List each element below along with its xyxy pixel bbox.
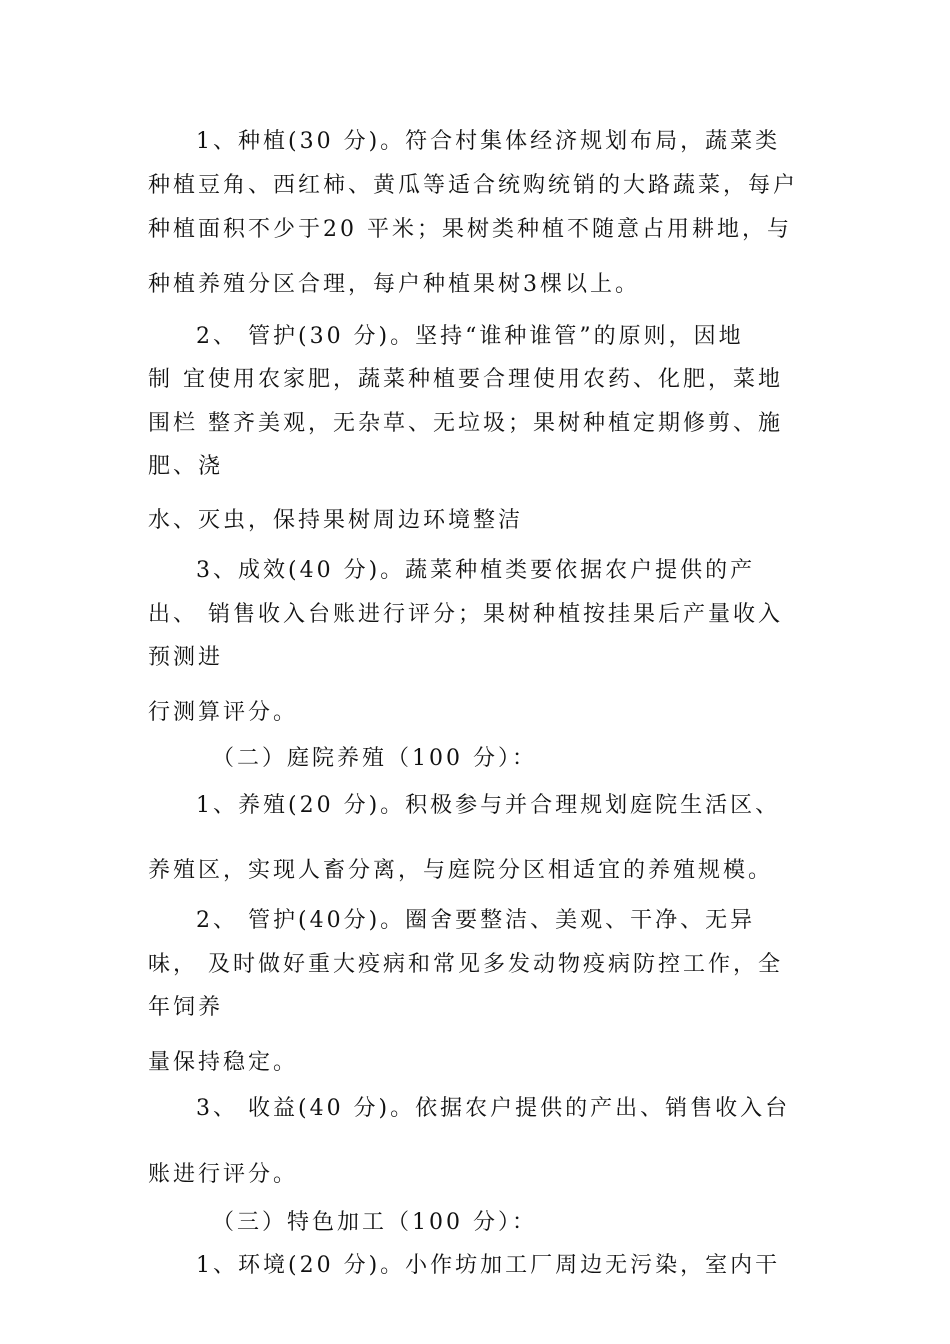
section-heading: （三）特色加工（100 分）： (212, 1210, 537, 1235)
paragraph-line: 养殖区，实现人畜分离，与庭院分区相适宜的养殖规模。 (148, 858, 774, 883)
paragraph-line: 制 宜使用农家肥，蔬菜种植要合理使用农药、化肥，菜地 (148, 367, 783, 392)
paragraph-line: 预测进 (148, 645, 224, 670)
paragraph-line: 水、灭虫，保持果树周边环境整洁 (148, 508, 524, 533)
paragraph-line: 种植养殖分区合理，每户种植果树3棵以上。 (148, 272, 640, 297)
paragraph-line: 量保持稳定。 (148, 1050, 299, 1075)
section-heading: （二）庭院养殖（100 分）： (212, 746, 537, 771)
paragraph-line: 围栏 整齐美观，无杂草、无垃圾；果树种植定期修剪、施 (148, 411, 783, 436)
paragraph-line: 年饲养 (148, 995, 224, 1020)
paragraph-line: 种植面积不少于20 平米；果树类种植不随意占用耕地，与 (148, 217, 792, 242)
paragraph-line: 肥、浇 (148, 454, 224, 479)
paragraph-line: 行测算评分。 (148, 700, 299, 725)
paragraph-line: 出、 销售收入台账进行评分；果树种植按挂果后产量收入 (148, 602, 783, 627)
paragraph-line: 2、 管护(30 分)。坚持“谁种谁管”的原则，因地 (196, 324, 744, 349)
paragraph-line: 账进行评分。 (148, 1162, 299, 1187)
paragraph-line: 种植豆角、西红柿、黄瓜等适合统购统销的大路蔬菜，每户 (148, 173, 799, 198)
paragraph-line: 1、种植(30 分)。符合村集体经济规划布局，蔬菜类 (196, 129, 781, 154)
paragraph-line: 3、成效(40 分)。蔬菜种植类要依据农户提供的产 (196, 558, 756, 583)
paragraph-line: 2、 管护(40分)。圈舍要整洁、美观、干净、无异 (196, 908, 756, 933)
paragraph-line: 3、 收益(40 分)。依据农户提供的产出、销售收入台 (196, 1096, 791, 1121)
paragraph-line: 味， 及时做好重大疫病和常见多发动物疫病防控工作，全 (148, 952, 783, 977)
paragraph-line: 1、环境(20 分)。小作坊加工厂周边无污染，室内干 (196, 1253, 781, 1278)
paragraph-line: 1、养殖(20 分)。积极参与并合理规划庭院生活区、 (196, 793, 781, 818)
